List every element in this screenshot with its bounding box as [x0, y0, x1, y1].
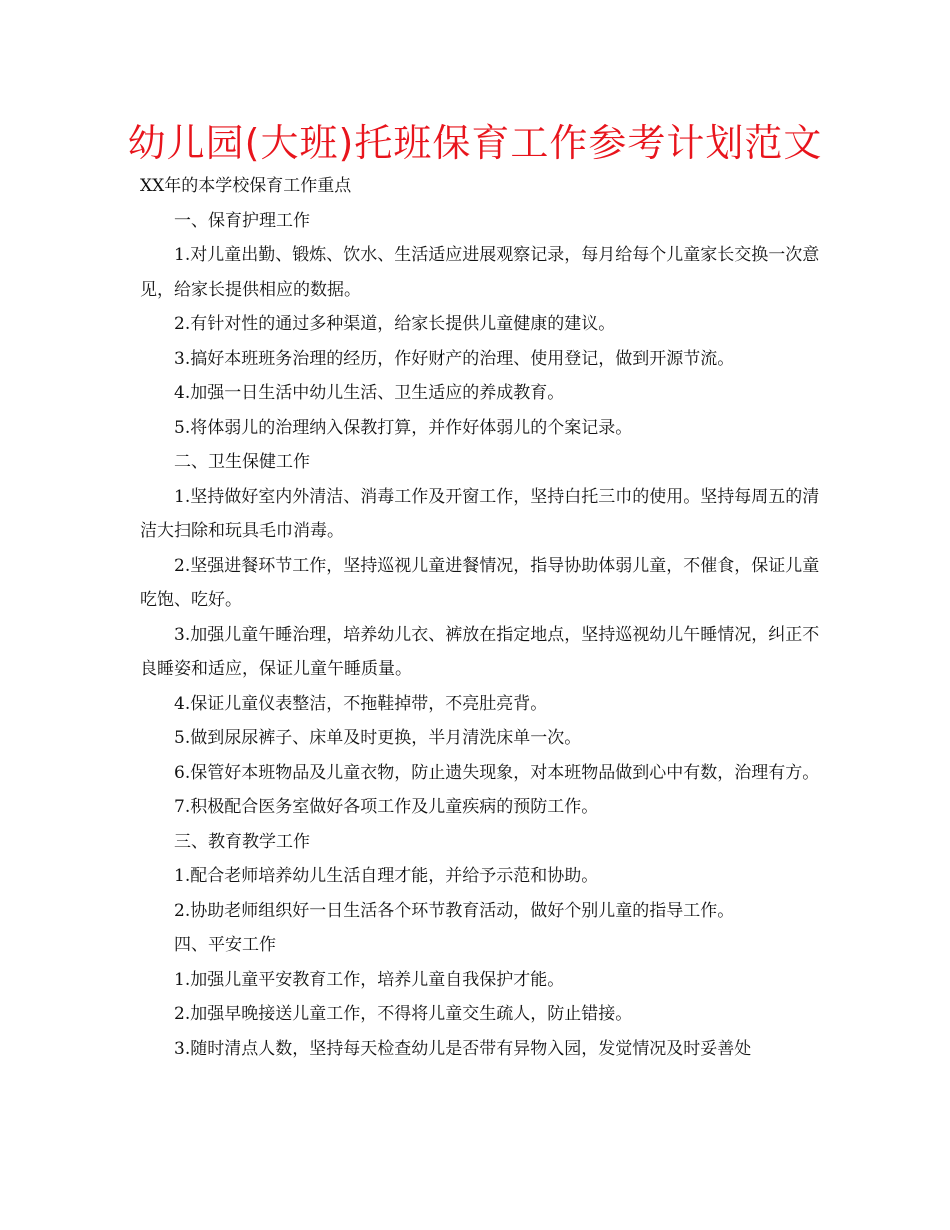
paragraph: 7.积极配合医务室做好各项工作及儿童疾病的预防工作。 — [174, 797, 599, 817]
paragraph: 2.坚强进餐环节工作，坚持巡视儿童进餐情况，指导协助体弱儿童，不催食，保证儿童吃饱、吃好。 — [140, 555, 820, 610]
paragraph: 1.配合老师培养幼儿生活自理才能，并给予示范和协助。 — [174, 866, 599, 886]
section-heading-care: 一、保育护理工作 — [174, 210, 310, 231]
intro-line: XX年的本学校保育工作重点 — [140, 176, 352, 196]
section-heading-safety: 四、平安工作 — [174, 935, 276, 955]
paragraph: 4.保证儿童仪表整洁，不拖鞋掉带，不亮肚亮背。 — [174, 693, 548, 714]
paragraph: 4.加强一日生活中幼儿生活、卫生适应的养成教育。 — [174, 383, 565, 403]
section-heading-hygiene: 二、卫生保健工作 — [174, 452, 310, 472]
paragraph: 1.对儿童出勤、锻炼、饮水、生活适应进展观察记录，每月给每个儿童家长交换一次意见，给家长提供相应的数据。 — [140, 245, 820, 300]
paragraph: 6.保管好本班物品及儿童衣物，防止遗失现象，对本班物品做到心中有数，治理有方。 — [174, 762, 820, 783]
paragraph: 2.加强早晚接送儿童工作，不得将儿童交生疏人，防止错接。 — [174, 1004, 633, 1024]
paragraph: 3.随时清点人数，坚持每天检查幼儿是否带有异物入园，发觉情况及时妥善处 — [174, 1038, 752, 1059]
paragraph: 2.协助老师组织好一日生活各个环节教育活动，做好个别儿童的指导工作。 — [174, 900, 735, 921]
paragraph: 3.加强儿童午睡治理，培养幼儿衣、裤放在指定地点，坚持巡视幼儿午睡情况，纠正不良睡姿和适应，保证儿童午睡质量。 — [140, 624, 820, 679]
paragraph: 1.加强儿童平安教育工作，培养儿童自我保护才能。 — [174, 969, 565, 990]
paragraph: 5.做到尿尿裤子、床单及时更换，半月清洗床单一次。 — [174, 728, 582, 748]
paragraph: 5.将体弱儿的治理纳入保教打算，并作好体弱儿的个案记录。 — [174, 417, 633, 438]
paragraph: 1.坚持做好室内外清洁、消毒工作及开窗工作，坚持白托三巾的使用。坚持每周五的清洁大扫除和玩具毛巾消毒。 — [140, 486, 820, 541]
paragraph: 3.搞好本班班务治理的经历，作好财产的治理、使用登记，做到开源节流。 — [174, 348, 735, 369]
section-heading-education: 三、教育教学工作 — [174, 831, 310, 852]
document-body — [140, 169, 820, 1066]
paragraph: 2.有针对性的通过多种渠道，给家长提供儿童健康的建议。 — [174, 314, 616, 334]
document-title: 幼儿园(大班)托班保育工作参考计划范文 — [127, 121, 823, 165]
